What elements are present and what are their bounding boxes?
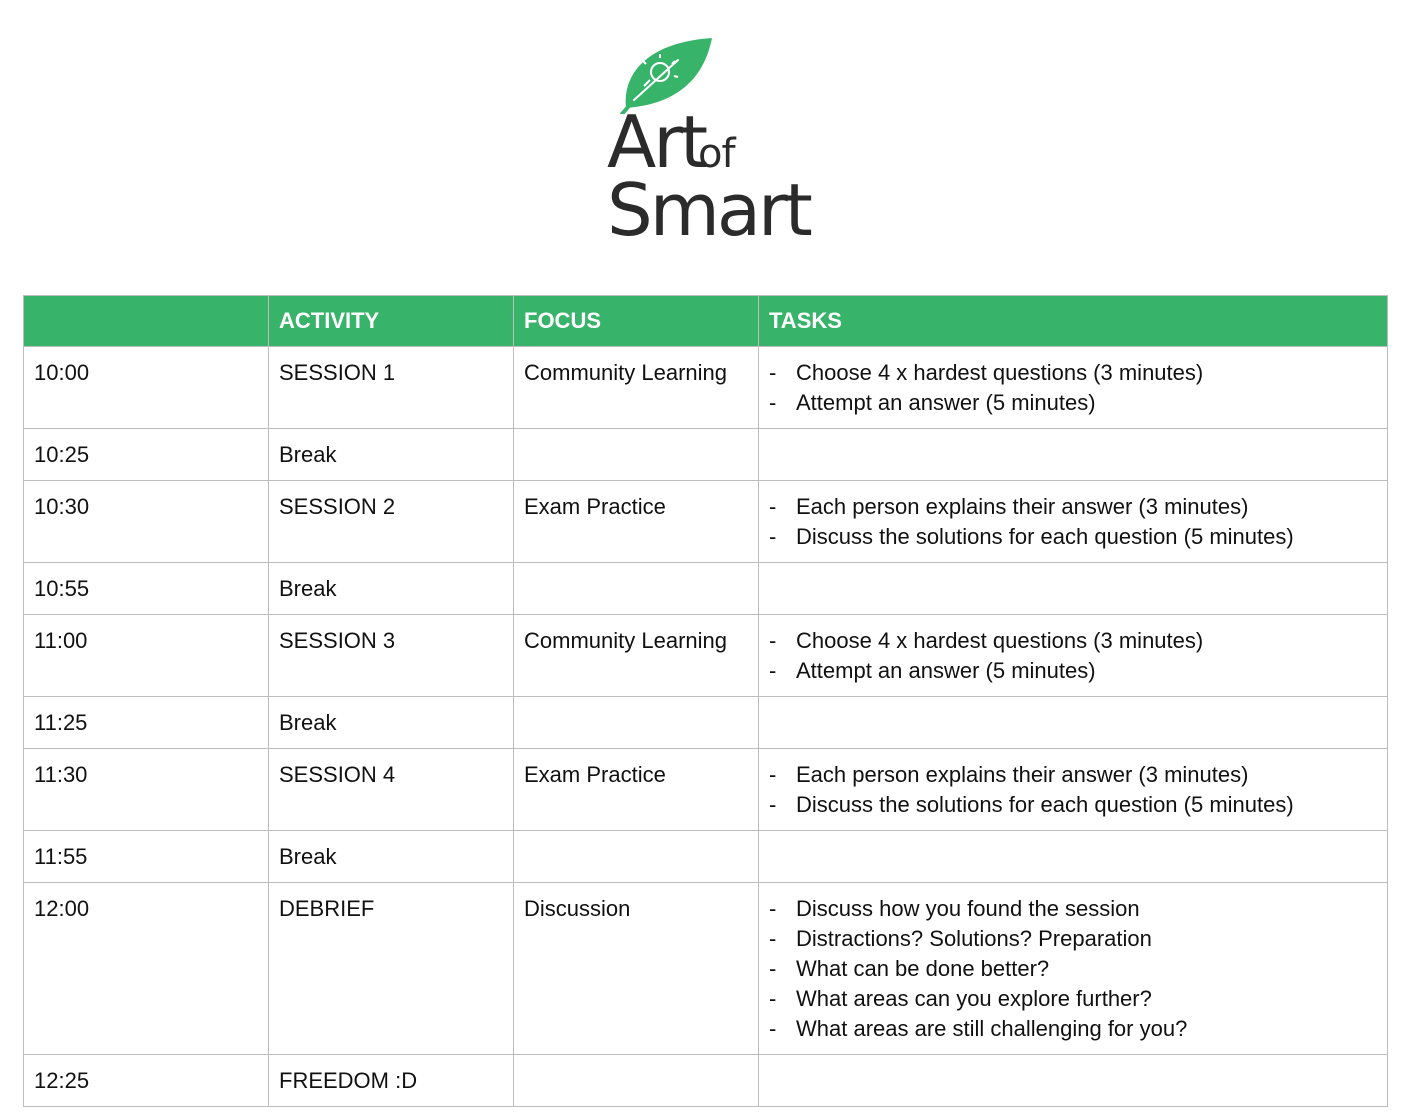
logo-word-art: Art — [607, 100, 706, 184]
table-row — [24, 1055, 1388, 1107]
focus-cell — [514, 429, 759, 481]
table-row — [24, 883, 1388, 1055]
task-list — [769, 626, 1377, 686]
task-item: - Attempt an answer (5 minutes) — [769, 388, 1377, 418]
time-cell: 11:25 — [24, 697, 269, 749]
tasks-cell — [759, 697, 1388, 749]
task-item: - Each person explains their answer (3 minutes) — [769, 492, 1377, 522]
focus-cell: Discussion — [514, 883, 759, 1055]
focus-cell: Community Learning — [514, 347, 759, 429]
activity-cell: Break — [269, 429, 514, 481]
tasks-cell — [759, 347, 1388, 429]
task-item: - Discuss how you found the session — [769, 894, 1377, 924]
time-cell: 12:00 — [24, 883, 269, 1055]
activity-cell: Break — [269, 563, 514, 615]
time-cell: 10:30 — [24, 481, 269, 563]
header-tasks: TASKS — [759, 296, 1388, 347]
tasks-cell — [759, 563, 1388, 615]
time-cell: 11:00 — [24, 615, 269, 697]
time-cell: 10:55 — [24, 563, 269, 615]
activity-cell: SESSION 2 — [269, 481, 514, 563]
header-focus: FOCUS — [514, 296, 759, 347]
task-list — [769, 760, 1377, 820]
task-item: - Each person explains their answer (3 minutes) — [769, 760, 1377, 790]
task-item: - Discuss the solutions for each question (5 minutes) — [769, 522, 1377, 552]
focus-cell — [514, 831, 759, 883]
focus-cell: Community Learning — [514, 615, 759, 697]
activity-cell: DEBRIEF — [269, 883, 514, 1055]
activity-cell: SESSION 4 — [269, 749, 514, 831]
header-activity: ACTIVITY — [269, 296, 514, 347]
task-item: - Discuss the solutions for each question (5 minutes) — [769, 790, 1377, 820]
task-item: - Choose 4 x hardest questions (3 minutes) — [769, 626, 1377, 656]
time-cell: 10:00 — [24, 347, 269, 429]
logo-word-smart: Smart — [607, 168, 810, 252]
table-row — [24, 697, 1388, 749]
task-item: - What areas can you explore further? — [769, 984, 1377, 1014]
task-item: - Distractions? Solutions? Preparation — [769, 924, 1377, 954]
table-row — [24, 481, 1388, 563]
task-item: - What areas are still challenging for you? — [769, 1014, 1377, 1044]
time-cell: 12:25 — [24, 1055, 269, 1107]
task-item: - Choose 4 x hardest questions (3 minutes) — [769, 358, 1377, 388]
tasks-cell — [759, 615, 1388, 697]
task-list — [769, 894, 1377, 1044]
tasks-cell — [759, 883, 1388, 1055]
task-list — [769, 358, 1377, 418]
focus-cell: Exam Practice — [514, 749, 759, 831]
focus-cell — [514, 697, 759, 749]
time-cell: 10:25 — [24, 429, 269, 481]
art-of-smart-logo — [600, 34, 820, 254]
activity-cell: SESSION 3 — [269, 615, 514, 697]
table-row — [24, 347, 1388, 429]
tasks-cell — [759, 831, 1388, 883]
task-item: - Attempt an answer (5 minutes) — [769, 656, 1377, 686]
task-item: - What can be done better? — [769, 954, 1377, 984]
logo-word-of: of — [698, 131, 735, 177]
table-row — [24, 831, 1388, 883]
task-list — [769, 492, 1377, 552]
activity-cell: Break — [269, 697, 514, 749]
time-cell: 11:30 — [24, 749, 269, 831]
focus-cell — [514, 1055, 759, 1107]
activity-cell: SESSION 1 — [269, 347, 514, 429]
tasks-cell — [759, 481, 1388, 563]
focus-cell — [514, 563, 759, 615]
activity-cell: FREEDOM :D — [269, 1055, 514, 1107]
header-row — [24, 296, 1388, 347]
header-time — [24, 296, 269, 347]
table-row — [24, 429, 1388, 481]
tasks-cell — [759, 429, 1388, 481]
tasks-cell — [759, 1055, 1388, 1107]
activity-cell: Break — [269, 831, 514, 883]
table-row — [24, 563, 1388, 615]
schedule-body — [24, 347, 1388, 1107]
tasks-cell — [759, 749, 1388, 831]
focus-cell: Exam Practice — [514, 481, 759, 563]
table-row — [24, 615, 1388, 697]
time-cell: 11:55 — [24, 831, 269, 883]
table-row — [24, 749, 1388, 831]
schedule-table — [23, 295, 1388, 1107]
